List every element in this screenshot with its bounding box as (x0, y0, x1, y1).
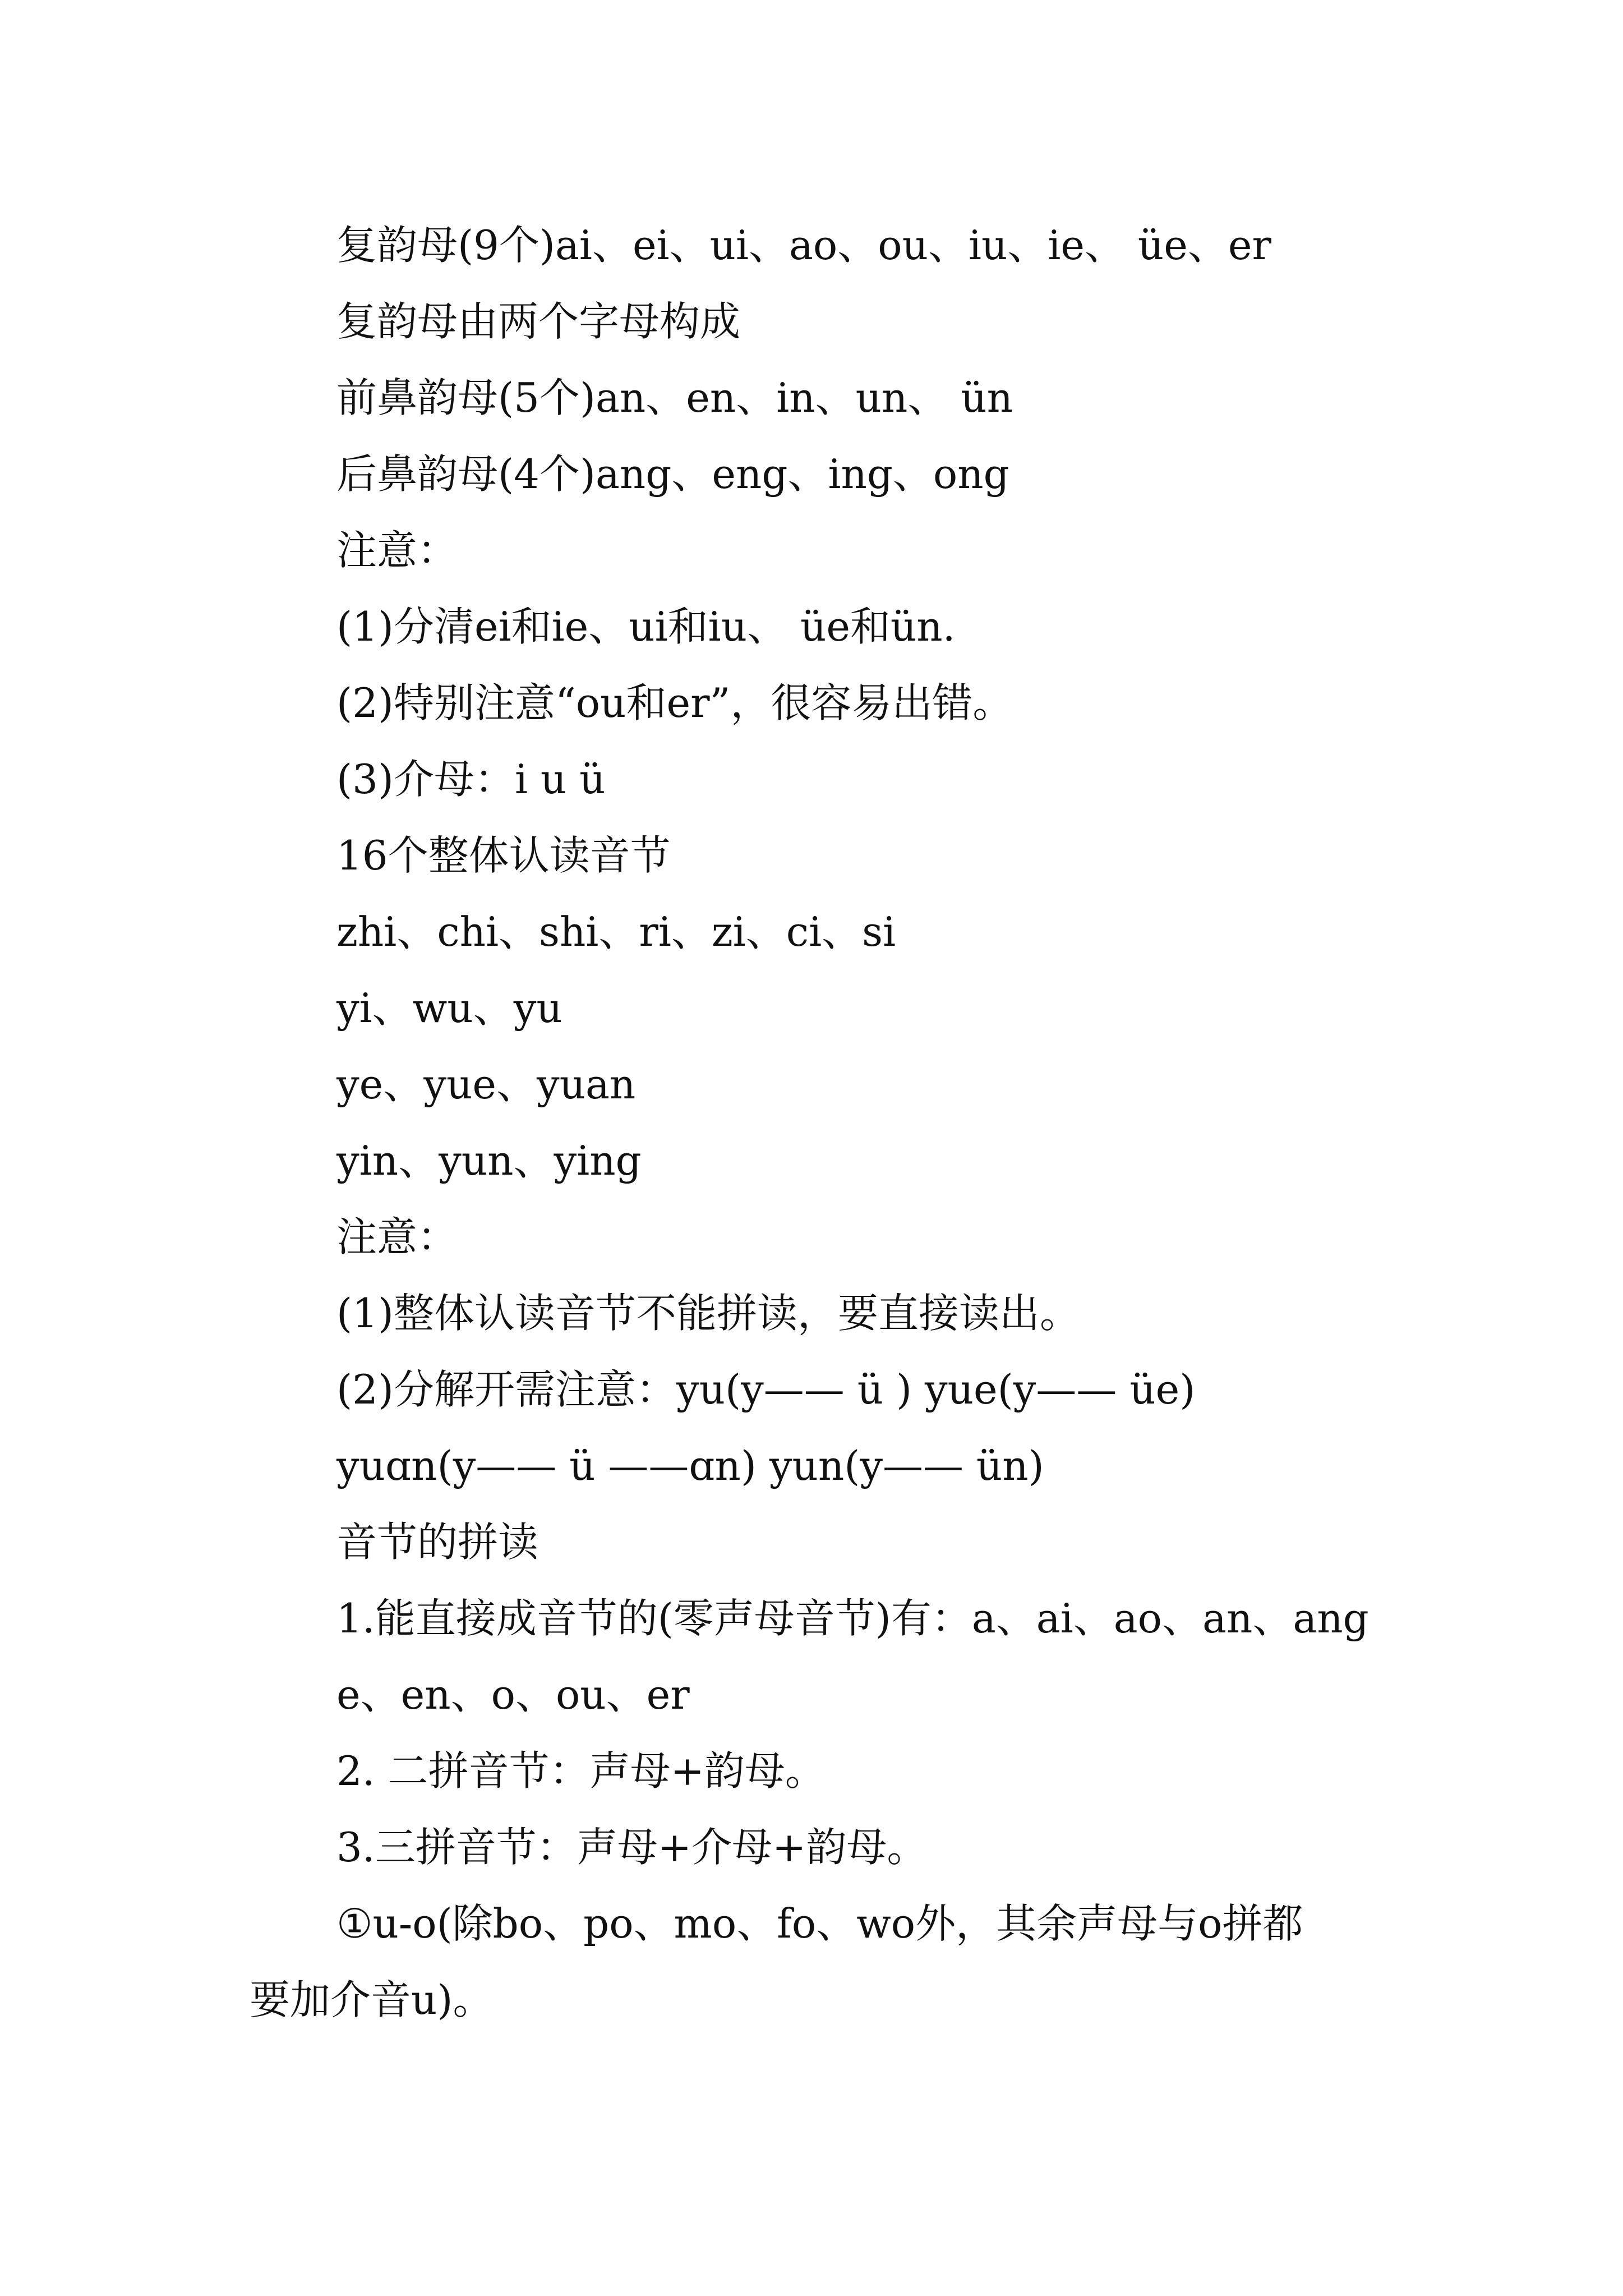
text-line: (3)介母：i u ü (336, 756, 606, 803)
text-line: 2. 二拼音节：声母+韵母。 (336, 1747, 826, 1795)
text-line: 音节的拼读 (336, 1519, 539, 1566)
text-line: 前鼻韵母(5个)an、en、in、un、 ün (336, 374, 1013, 421)
text-line: (2)特别注意“ou和er”，很容易出错。 (336, 679, 1013, 726)
text-line: 16个整体认读音节 (336, 832, 671, 879)
text-line: yi、wu、yu (336, 984, 562, 1032)
text-line: (2)分解开需注意：yu(y—— ü ) yue(y—— üe) (336, 1366, 1196, 1413)
text-line: 要加介音u)。 (250, 1976, 494, 2023)
text-line: 复韵母(9个)ai、ei、ui、ao、ou、iu、ie、 üe、er (336, 222, 1271, 269)
text-line: zhi、chi、shi、ri、zi、ci、si (336, 908, 896, 955)
text-line: 复韵母由两个字母构成 (336, 298, 741, 345)
text-line: 1.能直接成音节的(零声母音节)有：a、ai、ao、an、ang (336, 1595, 1369, 1642)
text-line: ye、yue、yuan (336, 1061, 636, 1108)
text-line: (1)整体认读音节不能拼读，要直接读出。 (336, 1290, 1080, 1337)
text-line: 注意： (336, 1213, 458, 1260)
text-line: yuɑn(y—— ü ——ɑn) yun(y—— ün) (336, 1442, 1044, 1489)
text-line: e、en、o、ou、er (336, 1671, 690, 1718)
text-line: 后鼻韵母(4个)ang、eng、ing、ong (336, 450, 1009, 498)
text-line: yin、yun、ying (336, 1137, 642, 1184)
text-line: 注意： (336, 527, 458, 574)
text-line: 3.三拼音节：声母+介母+韵母。 (336, 1824, 928, 1871)
text-line: ①u-o(除bo、po、mo、fo、wo外，其余声母与o拼都 (336, 1900, 1303, 1947)
text-line: (1)分清ei和ie、ui和iu、 üe和ün. (336, 603, 956, 650)
